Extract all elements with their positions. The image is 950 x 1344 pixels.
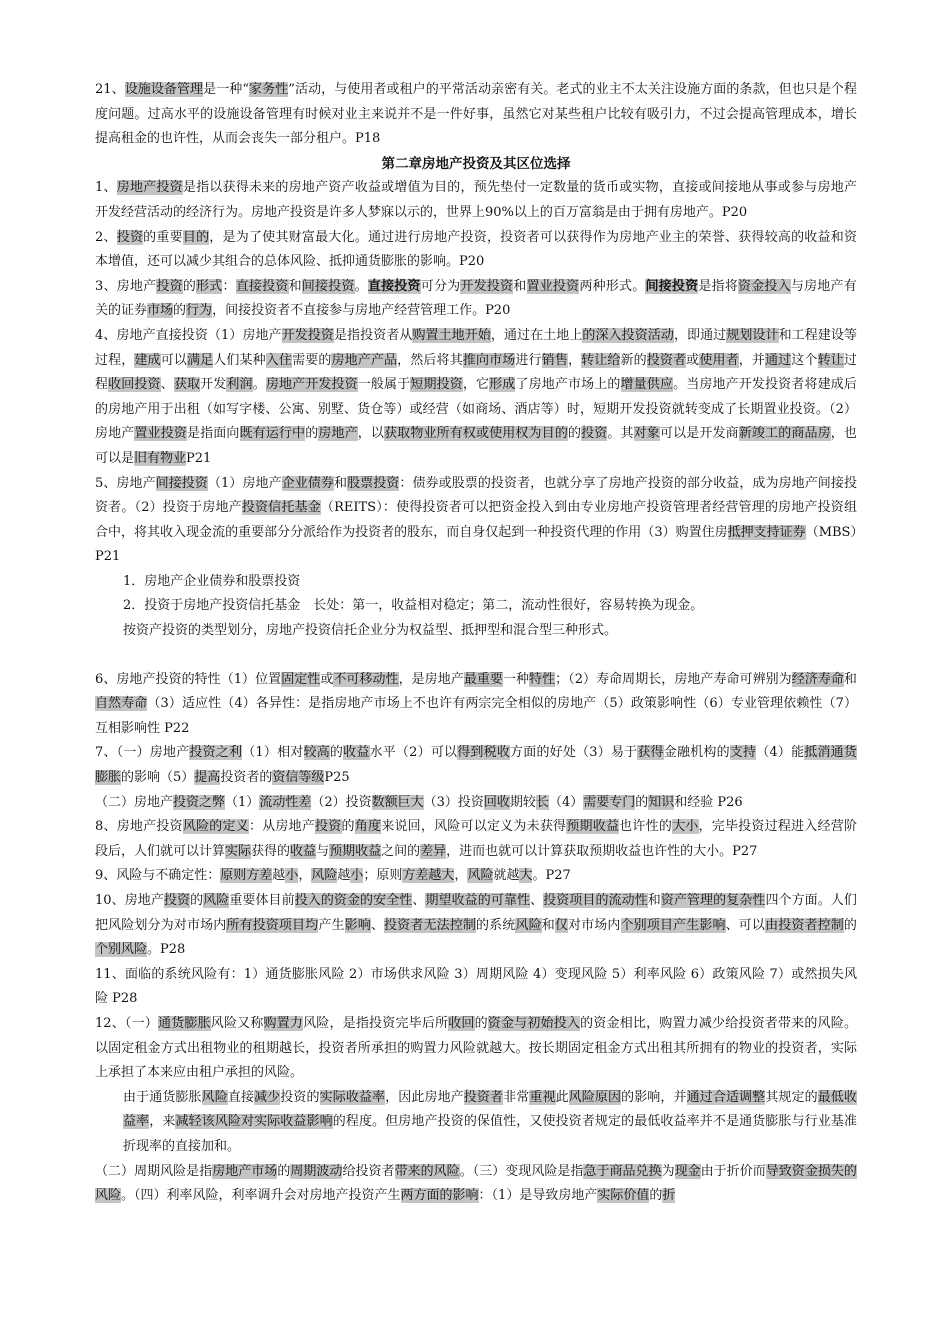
text-run: 。其 (607, 426, 634, 442)
text-run: ， (567, 352, 582, 368)
text-run: 四个方面。人们把风险划分为对市场内 (95, 893, 857, 933)
highlighted-text: 风险 (515, 917, 542, 933)
text-run: ：（1）是导致房地产 (478, 1188, 598, 1204)
text-run: 3、房地产 (95, 278, 157, 294)
highlighted-text: 资金投入 (738, 278, 791, 294)
highlighted-text: 设施设备管理 (124, 82, 204, 97)
text-run: 、可以 (725, 917, 766, 933)
text-run: 。（四）利率风险，利率调升会对房地产投资产生 (121, 1188, 401, 1204)
text-run: 和 (647, 893, 661, 908)
highlighted-text: 购置力 (263, 1015, 304, 1031)
highlighted-text: 个别风险 (95, 942, 148, 958)
text-run: ，以 (357, 426, 385, 442)
highlighted-text: 投资 (581, 426, 608, 442)
highlighted-text: 投入的资金的安全性 (294, 893, 413, 908)
highlighted-text: 获取 (173, 377, 201, 393)
text-run: （3）投资 (423, 794, 484, 810)
text-run: 、 (530, 893, 544, 908)
highlighted-text: 风险 (311, 868, 338, 884)
highlighted-text: 实际价值 (597, 1188, 650, 1204)
highlighted-text: 新竣工的商品房 (738, 426, 831, 442)
highlighted-text: 间接投资 (301, 278, 355, 294)
highlighted-text: 推向市场 (462, 352, 516, 368)
text-run: ：从房地产 (248, 819, 316, 835)
text-run: 之间的 (381, 843, 421, 859)
highlighted-text: 预期收益 (566, 819, 620, 835)
highlighted-text: 期望收益的可靠性 (425, 893, 531, 908)
highlighted-text: 周期波动 (290, 1163, 343, 1179)
paragraph-8 (95, 815, 857, 864)
highlighted-text: 个别项目产生影响 (620, 917, 726, 933)
highlighted-text: 对象 (633, 426, 660, 442)
text-run: 是指将 (698, 278, 738, 294)
text-run: ，是房地产 (398, 671, 464, 687)
highlighted-text: 收回投资 (108, 377, 161, 393)
text-run: 是指面向 (186, 426, 240, 442)
text-run: 的 (329, 745, 344, 761)
highlighted-text: 通过 (765, 352, 792, 368)
highlighted-text: 房地产产品 (331, 352, 398, 368)
text-run: ，也可以是 (95, 426, 857, 466)
text-run: 与房地产有关的证券 (95, 278, 857, 319)
highlighted-text: 形成 (489, 377, 516, 393)
text-run: ”活动，与使用者或租户的平常活动亲密有关。老式的业主不太关注设施方面的条款，但也只是个程度问题。过高水平的设施设备管理有时候对业主来说并不是一件好事，虽然它对某些租户比较有吸引力，不过会提高管理成本，增长提高租金的也许性，从而会丧失一部分租户。P18 (95, 82, 857, 147)
highlighted-text: 利润 (226, 377, 253, 393)
text-run: 2、 (95, 229, 117, 245)
highlighted-text: 规划设计 (726, 327, 779, 343)
text-run: 或 (320, 671, 334, 687)
chapter-title: 第二章房地产投资及其区位选择 (381, 155, 571, 172)
text-run: （二）房地产 (95, 794, 174, 810)
text-run: 的 (305, 426, 319, 442)
text-run: 的 (567, 426, 582, 442)
highlighted-text: 置业投资 (526, 278, 580, 294)
text-run: （MBS）P21 (95, 524, 857, 565)
highlighted-text: 最重要 (463, 671, 503, 687)
highlighted-text: 通货膨胀 (158, 1015, 211, 1031)
paragraph-7 (95, 741, 857, 790)
highlighted-text: 经济寿命 (791, 671, 844, 687)
highlighted-text: 通过合适调整 (686, 1089, 766, 1105)
text-run: 的 (190, 893, 204, 908)
highlighted-text: 差异 (420, 843, 447, 859)
highlighted-text: 仅 (554, 917, 568, 933)
highlighted-text: 需要专门 (583, 794, 636, 810)
highlighted-text: 企业债券 (281, 475, 335, 491)
text-run: 的 (182, 278, 197, 294)
highlighted-text: 投资项目的流动性 (543, 893, 648, 908)
text-run: 由于通货膨胀 (123, 1089, 202, 1105)
paragraph-4 (95, 324, 857, 472)
text-run: 可分为 (420, 278, 461, 294)
text-run: ；（2）寿命周期长，房地产寿命可辨别为 (555, 671, 792, 687)
highlighted-text: 风险原因 (568, 1089, 622, 1105)
paragraph-5-sub2: 2．投资于房地产投资信托基金 长处：第一，收益相对稳定；第二，流动性很好，容易转换为现金。 (123, 598, 704, 614)
text-run: 进行 (515, 352, 542, 368)
text-run: ，然后将其 (397, 352, 463, 368)
text-run: 的影响，并 (621, 1089, 687, 1105)
highlighted-text: 建成 (134, 352, 161, 368)
paragraph-12b (95, 1086, 857, 1160)
highlighted-text: 转让给 (581, 352, 621, 368)
text-run: 。 (354, 278, 368, 294)
highlighted-text: 实际收益率 (319, 1089, 386, 1105)
paragraph-5 (95, 472, 857, 570)
text-run: 和 (513, 278, 527, 294)
text-run: ，来 (149, 1114, 176, 1130)
highlighted-text: 间接投资 (155, 475, 208, 491)
text-run: 对市场内 (568, 917, 621, 933)
highlighted-text: 知识 (648, 794, 675, 810)
text-run: 也许性的 (619, 819, 673, 835)
paragraph-1 (95, 176, 857, 225)
highlighted-text: 既有运行中 (239, 426, 306, 442)
text-run: （二）周期风险是指 (95, 1163, 213, 1179)
text-run: 金融机构的 (663, 745, 730, 761)
highlighted-text: 长 (535, 794, 549, 810)
highlighted-text: 转让 (817, 352, 844, 368)
highlighted-text: 流动性差 (259, 794, 312, 810)
highlighted-text: 投资 (315, 819, 342, 835)
text-run: 7、（一）房地产 (95, 745, 190, 761)
paragraph-12c (95, 1160, 857, 1209)
highlighted-text: 导致资金损失的风险 (95, 1163, 857, 1204)
highlighted-text: 由投资者控制 (765, 917, 844, 933)
highlighted-text: 间接投资 (645, 278, 699, 294)
text-run: 开发 (200, 377, 227, 393)
paragraph-7b (95, 791, 857, 816)
highlighted-text: 获得 (637, 745, 664, 761)
highlighted-text: 房地产市场 (212, 1163, 278, 1179)
highlighted-text: 小 (350, 868, 364, 884)
text-run: 的 (474, 1015, 488, 1031)
highlighted-text: 收益 (343, 745, 370, 761)
text-run: 由于折价而 (700, 1163, 766, 1179)
highlighted-text: 旧有物业 (134, 450, 187, 466)
text-run: 产生 (318, 917, 345, 933)
highlighted-text: 数额巨大 (371, 794, 424, 810)
highlighted-text: 风险 (203, 893, 230, 908)
text-run: 非常 (503, 1089, 530, 1105)
text-run: ；原则 (363, 868, 403, 884)
text-run: 重要体目前 (229, 893, 295, 908)
highlighted-text: 使用者 (699, 352, 739, 368)
text-run: ， (298, 868, 312, 884)
highlighted-text: 入住 (265, 352, 293, 368)
highlighted-text: 影响 (344, 917, 371, 933)
text-run: （3）适应性（4）各异性：是指房地产市场上不也许有两宗完全相似的房地产（5）政策影响性（6）专业管理依赖性（7）互相影响性 P22 (95, 696, 857, 736)
highlighted-text: 减轻该风险对实际收益影响 (175, 1114, 333, 1130)
highlighted-text: 短期投资 (410, 377, 463, 393)
highlighted-text: 置业投资 (134, 426, 187, 442)
text-run: ，进而也就可以计算获取预期收益也许性的大小。P27 (446, 843, 758, 859)
paragraph-5-sub3: 按资产投资的类型划分，房地产投资信托企业分为权益型、抵押型和混合型三种形式。 (123, 623, 618, 639)
text-run: 。（三）变现风险是指 (459, 1163, 584, 1179)
paragraph-2 (95, 226, 857, 275)
text-run: 和 (288, 278, 302, 294)
highlighted-text: 开发投资 (281, 327, 334, 343)
highlighted-text: 风险 (201, 1089, 228, 1105)
text-run: ，即通过 (673, 327, 727, 343)
highlighted-text: 急于商品兑换 (583, 1163, 662, 1179)
text-run: 越 (272, 868, 286, 884)
text-run: 投资的 (280, 1089, 320, 1105)
text-run: 给投资者 (342, 1163, 395, 1179)
highlighted-text: 目的 (182, 229, 210, 245)
highlighted-text: 风险的定义 (182, 819, 249, 835)
text-run: ， (454, 868, 468, 884)
text-run: 为 (661, 1163, 675, 1179)
highlighted-text: 大小 (672, 819, 699, 835)
highlighted-text: 的深入投资活动 (582, 327, 674, 343)
text-run: （REITS）：使得投资者可以把资金投入到由专业房地产投资管理者经营管理的房地产投资组合中，将其收入现金流的重要部分分派给作为投资者的股东，而自身仅起到一种投资代理的作用（3）购置住房 (95, 500, 857, 540)
text-run: 和 (843, 671, 857, 687)
highlighted-text: 股票投资 (347, 475, 400, 491)
highlighted-text: 折 (662, 1188, 676, 1204)
text-run: 和经验 P26 (674, 794, 743, 810)
text-run: ，并 (738, 352, 765, 368)
highlighted-text: 小 (285, 868, 299, 884)
blank-line (95, 644, 857, 668)
highlighted-text: 所有投资项目均 (226, 917, 319, 933)
text-run: 。 (252, 377, 266, 393)
text-run: 来说回，风险可以定义为未获得 (381, 819, 567, 835)
highlighted-text: 家务性 (248, 82, 289, 97)
text-run: ，完毕投资过程进入经营阶段后，人们就可以计算 (95, 819, 857, 859)
highlighted-text: 原则方差 (220, 868, 273, 884)
highlighted-text: 房地产开发投资 (265, 377, 358, 393)
text-run: 12、（一） (95, 1015, 158, 1031)
highlighted-text: 抵押支持证券 (727, 524, 806, 540)
highlighted-text: 投资者 (646, 352, 687, 368)
text-run: ，间接投资者不直接参与房地产经营管理工作。P20 (212, 303, 511, 319)
text-run: 投资者的 (220, 770, 273, 786)
text-run: P21 (186, 450, 212, 466)
document-page (95, 78, 857, 1209)
text-run: 方面的好处（3）易于 (510, 745, 638, 761)
highlighted-text: 固定性 (281, 671, 321, 687)
text-run: ，是为了使其财富最大化。通过进行房地产投资，投资者可以获得作为房地产业主的荣誉、获得较高的收益和资本增值，还可以减少其组合的总体风险、抵抑通货膨胀的影响。P20 (95, 229, 857, 270)
text-run: （4）能 (756, 745, 805, 761)
paragraph-10 (95, 889, 857, 963)
text-run: 的系统 (476, 917, 516, 933)
text-run: 可以是开发商 (659, 426, 739, 442)
highlighted-text: 得到税收 (457, 745, 511, 761)
text-run: 21、 (95, 82, 125, 97)
highlighted-text: 风险 (467, 868, 494, 884)
text-run: 风险，是指投资完毕后所 (303, 1015, 449, 1031)
highlighted-text: 满足 (186, 352, 214, 368)
text-run: 、 (412, 893, 426, 908)
paragraph-21 (95, 78, 857, 152)
paragraph-11 (95, 963, 857, 1012)
highlighted-text: 较高 (303, 745, 330, 761)
text-run: 直接 (227, 1089, 255, 1105)
text-run: ，因此房地产 (385, 1089, 464, 1105)
paragraph-3 (95, 275, 857, 324)
text-run: 是指投资者从 (333, 327, 413, 343)
text-run: （4） (548, 794, 584, 810)
text-run: 9、风险与不确定性： (95, 868, 221, 884)
highlighted-text: 现金 (674, 1163, 701, 1179)
highlighted-text: 角度 (354, 819, 382, 835)
highlighted-text: 购置土地开始 (412, 327, 491, 343)
text-run: ：债券或股票的投资者，也就分享了房地产投资的部分收益，成为房地产间接投资者。（2）投资于房地产 (95, 475, 857, 516)
text-run: 期较 (509, 794, 536, 810)
text-run: 越 (337, 868, 351, 884)
text-run: 是一种“ (203, 82, 249, 97)
highlighted-text: 带来的风险 (394, 1163, 460, 1179)
highlighted-text: 收回 (448, 1015, 475, 1031)
text-run: （2）投资 (311, 794, 372, 810)
text-run: 需要的 (292, 352, 332, 368)
text-run: （1）房地产 (207, 475, 282, 491)
text-run: 就越 (493, 868, 520, 884)
highlighted-text: 行为 (186, 303, 213, 319)
highlighted-text: 提高 (194, 770, 221, 786)
text-run: 获得的 (251, 843, 291, 859)
text-run: 的影响（5） (121, 770, 195, 786)
text-run: 4、房地产直接投资（1）房地产 (95, 327, 282, 343)
text-run: 的资金相比，购置力减少给投资者带来的风险。以固定租金方式出租物业的租期越长，投资者所承担的购置力风险就越大。按长期固定租金方式出租其所拥有的物业的投资者，实际上承担了本来应由租户承担的风险。 (95, 1015, 857, 1081)
highlighted-text: 方差越大 (402, 868, 455, 884)
highlighted-text: 特性 (529, 671, 556, 687)
highlighted-text: 支持 (729, 745, 757, 761)
text-run: 10、房地产 (95, 893, 164, 908)
paragraph-6 (95, 668, 857, 742)
highlighted-text: 不可移动性 (333, 671, 399, 687)
text-run: 的 (635, 794, 649, 810)
highlighted-text: 获取物业所有权或使用权为目的 (384, 426, 568, 442)
text-run: 新的 (620, 352, 647, 368)
highlighted-text: 投资之弊 (173, 794, 226, 810)
text-run: 了房地产市场上的 (515, 377, 621, 393)
text-run: 、 (370, 917, 385, 933)
highlighted-text: 最低收益率 (123, 1089, 857, 1130)
highlighted-text: 市场 (147, 303, 174, 319)
highlighted-text: 投资者无法控制 (384, 917, 477, 933)
paragraph-12 (95, 1012, 857, 1086)
text-run: 和 (334, 475, 348, 491)
highlighted-text: 大 (519, 868, 533, 884)
highlighted-text: 房地产 (318, 426, 358, 442)
text-run: 这个 (791, 352, 818, 368)
highlighted-text: 实际 (225, 843, 252, 859)
highlighted-text: 减少 (254, 1089, 281, 1105)
highlighted-text: 资信等级 (272, 770, 325, 786)
highlighted-text: 自然寿命 (95, 696, 148, 712)
text-run: 是指以获得未来的房地产资产收益或增值为目的，预先垫付一定数量的货币或实物，直接或间接地从事或参与房地产开发经营活动的经济行为。房地产投资是许多人梦寐以示的，世界上90%以上的百万富翁是由于拥有房地产。P20 (95, 180, 857, 220)
text-run: 的程度。但房地产投资的保值性，又使投资者规定的最低收益率并不是通货膨胀与行业基准折现率的直接加和。 (123, 1114, 857, 1154)
text-run: 11、面临的系统风险有：1）通货膨胀风险 2）市场供求风险 3）周期风险 4）变现风险 5）利率风险 6）政策风险 7）或然损失风险 P28 (95, 966, 857, 1007)
text-run: 、 (160, 377, 174, 393)
highlighted-text: 预期收益 (329, 843, 382, 859)
paragraph-9 (95, 864, 857, 889)
text-run: 一种 (502, 671, 530, 687)
text-run: 和工程建设等过程， (95, 327, 857, 368)
text-run: 或 (686, 352, 700, 368)
highlighted-text: 投资之利 (189, 745, 243, 761)
text-run: 人们某种 (213, 352, 266, 368)
text-run: 。P27 (532, 868, 571, 884)
highlighted-text: 投资 (163, 893, 191, 908)
highlighted-text: 重视 (529, 1089, 556, 1105)
text-run: 1、 (95, 180, 117, 196)
text-run: 的 (341, 819, 355, 835)
text-run: 。当房地产开发投资者将建成后的房地产用于出租（如写字楼、公寓、别墅、货仓等）或经营（如商场、酒店等）时，短期开发投资就转变成了长期置业投资。（2）房地产 (95, 377, 857, 442)
highlighted-text: 收益 (290, 843, 317, 859)
text-run: 此 (555, 1089, 569, 1105)
highlighted-text: 抵消通货膨胀 (95, 745, 857, 786)
highlighted-text: 投资 (156, 278, 183, 294)
text-run: （1）相对 (242, 745, 304, 761)
highlighted-text: 增量供应 (620, 377, 674, 393)
paragraph-5-sub1: 1．房地产企业债券和股票投资 (123, 573, 301, 589)
highlighted-text: 回收 (483, 794, 510, 810)
highlighted-text: 资产管理的复杂性 (660, 893, 766, 908)
text-run: 和 (541, 917, 555, 933)
text-run: ，通过在土地上 (490, 327, 583, 343)
highlighted-text: 投资者 (463, 1089, 504, 1105)
text-run: 其规定的 (765, 1089, 818, 1105)
highlighted-text: 投资信托基金 (241, 500, 321, 516)
highlighted-text: 投资 (116, 229, 144, 245)
text-run: 的 (649, 1188, 663, 1204)
text-run: ，它 (462, 377, 490, 393)
text-run: 可以 (160, 352, 187, 368)
highlighted-text: 房地产投资 (116, 180, 183, 196)
highlighted-text: 直接投资 (367, 278, 421, 294)
highlighted-text: 直接投资 (235, 278, 289, 294)
text-run: 8、房地产投资 (95, 819, 183, 835)
text-run: 与 (316, 843, 330, 859)
highlighted-text: 形式 (196, 278, 223, 294)
text-run: 风险又称 (210, 1015, 264, 1031)
highlighted-text: 资金与初始投入 (487, 1015, 581, 1031)
text-run: 过程 (95, 352, 857, 393)
text-run: P25 (324, 770, 350, 786)
text-run: 5、房地产 (95, 475, 156, 491)
text-run: 6、房地产投资的特性（1）位置 (95, 671, 282, 687)
text-run: 的 (173, 303, 187, 319)
highlighted-text: 两方面的影响 (400, 1188, 479, 1204)
text-run: 一般属于 (357, 377, 411, 393)
highlighted-text: 销售 (541, 352, 568, 368)
text-run: 两种形式。 (579, 278, 646, 294)
highlighted-text: 开发投资 (460, 278, 514, 294)
text-run: 的重要 (143, 229, 183, 245)
text-run: ： (222, 278, 236, 294)
text-run: 的 (277, 1163, 291, 1179)
text-run: 的 (843, 917, 857, 933)
text-run: 水平（2）可以 (369, 745, 458, 761)
text-run: （1） (225, 794, 260, 810)
text-run: 。P28 (147, 942, 186, 958)
